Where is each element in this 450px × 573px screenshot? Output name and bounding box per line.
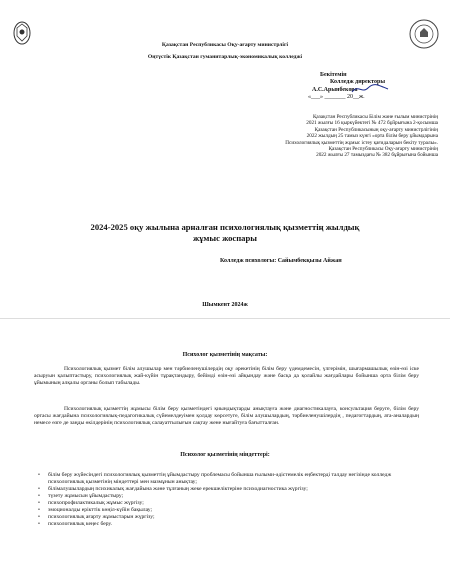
page-divider bbox=[0, 318, 450, 319]
document-title: 2024-2025 оқу жылына арналған психологиялық қызметтің жылдық жұмыс жоспары bbox=[90, 222, 360, 243]
college-logo bbox=[11, 20, 33, 46]
psychologist-name: Колледж психологы: Сайымбекқызы Айжан bbox=[220, 258, 342, 264]
task-item: • психологиялық кеңес беру. bbox=[38, 521, 418, 528]
college-name: Оңтүстік Қазақстан гуманитарлық-экономикалық колледжі bbox=[147, 54, 303, 60]
task-item: • білім беру жүйесіндегі психологиялық қызметтің ұйымдастыру проблемасы бойынша ғылыми-әдістемелік еңбектерді талдау негізінде колледж психологиялық қызметінің міндеттері мен мазмұнын анықтау; bbox=[38, 472, 418, 486]
regulation-line: Психологиялық қызметтің жұмыс істеу қағидаларын бекіту туралы». bbox=[285, 139, 438, 146]
approve-date: «___» _______ 20__ж. bbox=[308, 94, 365, 101]
approve-name: А.С.Арынбекова bbox=[290, 87, 440, 94]
task-item: • білімалушылардың психикалық жағдайына және тұлғаның жеке ерекшеліктеріне психодиагностика жүргізу; bbox=[38, 486, 418, 493]
goal-paragraph-1: Психологиялық қызмет білім алушылар мен тәрбиеленушілердің оқу әрекетінің білім беру үдемдемесін, үлгерімін, шығармашылық өзін-өзі іске асыруын қалыптастыру, психологиялық жай-күйін тұрақтандыру, бейімді өзін-өзі айқындау және басқа да қолайлы жағдайлары бойынша орта білім беру ұйымының алқалы органы болып табылады. bbox=[34, 366, 419, 386]
goal-paragraph-2: Психологиялық қызметтің жұмысы білім беру қызметіндегі қиындықтарды анықтауға және диагностикалауға, консультация беруге, білім беру ортасы жағдайына психологиялық-педагогикалық сүйемелдеуімен қолдау көрсетуге, білім алушылардың, тәрбиеленушілердің , педагогтардың, ата-аналардың немесе өзге де заңды өкілдерінің психологиялық салауаттылығын сақтау жене нығайтуға бағытталған. bbox=[34, 406, 419, 426]
task-item: • эмоционалды ерікттік көңіл-күйін бақылау; bbox=[38, 507, 418, 514]
regulation-line: Қазақстан Республикасы Білім және ғылым министрінің bbox=[312, 114, 438, 120]
approve-title: Бекітемін bbox=[320, 72, 347, 78]
approval-block bbox=[290, 72, 440, 102]
ministry-name: Қазақстан Республикасы Оқу-ағарту министрлігі bbox=[161, 42, 289, 48]
seal-stamp bbox=[408, 18, 440, 50]
task-item: • түзету жұмысын ұйымдастыру; bbox=[38, 493, 418, 500]
city-year: Шымкент 2024ж bbox=[202, 302, 248, 308]
regulation-block bbox=[222, 114, 438, 159]
tasks-heading: Психолог қызметінің міндеттері: bbox=[180, 452, 270, 458]
task-item: • психологиялық ағарту жұмыстарын жүргізу; bbox=[38, 514, 418, 521]
regulation-line: Қазақстан Республикасы Оқу-ағарту министрінің bbox=[328, 146, 438, 153]
regulation-line: 2022 жылғы 27 тамыздағы № 382 бұйрығына бойынша bbox=[316, 152, 438, 159]
approve-position: Колледж директоры bbox=[330, 79, 386, 86]
regulation-line: 2022 жылдың 25 тамыз күнгі «орта білім беру ұйымдарына bbox=[306, 133, 438, 140]
goal-heading: Психолог қызметінің мақсаты: bbox=[182, 352, 268, 358]
tasks-list bbox=[38, 472, 418, 528]
task-item: • психопрофилактикалық жұмыс жүргізу; bbox=[38, 500, 418, 507]
regulation-line: Қазақстан Республикасының оқу-ағарту министрлігінің bbox=[314, 126, 438, 133]
regulation-line: 2021 жылғы 16 қыркүйектегі № 472 бұйрығына 2-қосымша bbox=[306, 120, 438, 127]
signature bbox=[350, 83, 390, 95]
